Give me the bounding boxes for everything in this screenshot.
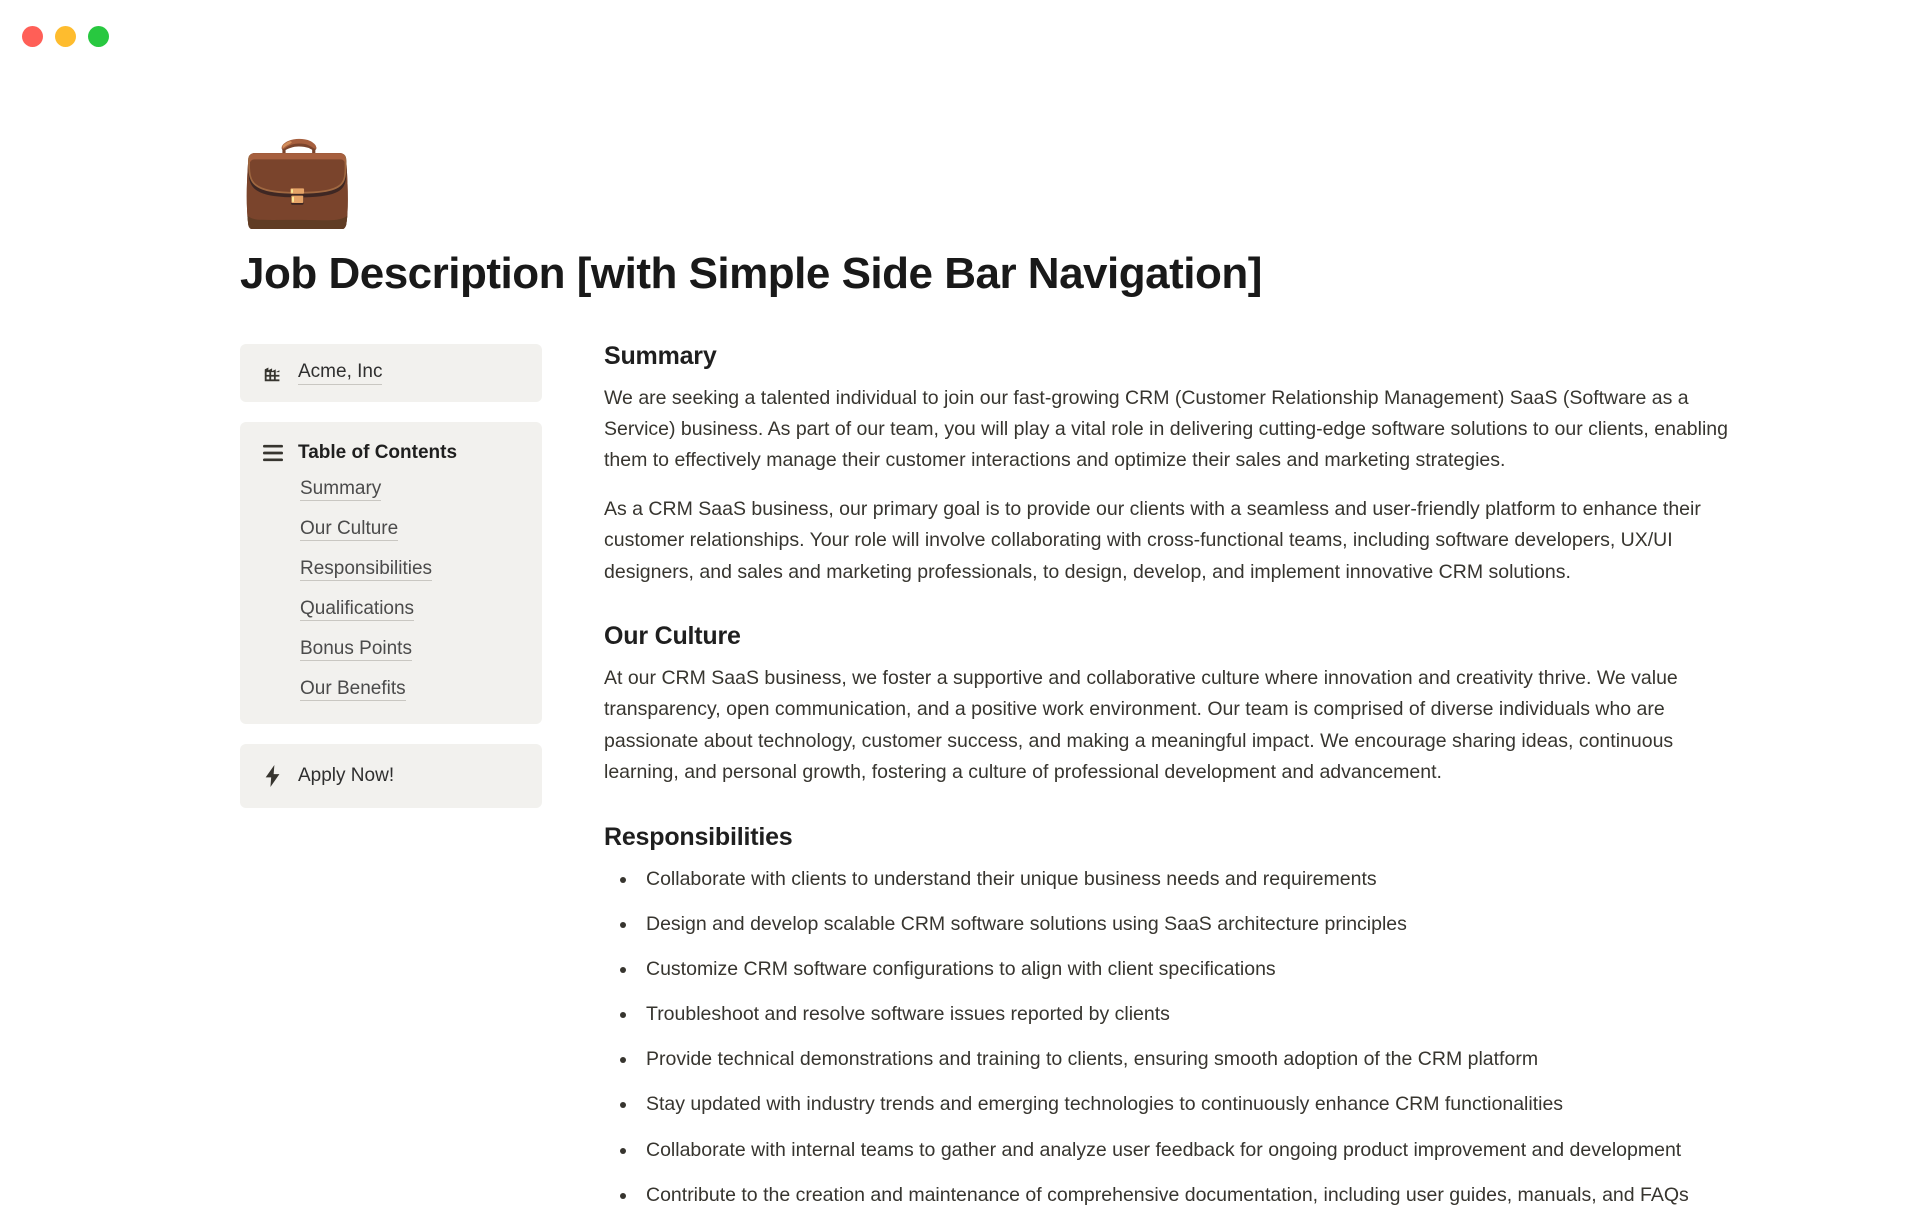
list-item (300, 558, 520, 580)
list-item (300, 638, 520, 660)
summary-paragraph-1: We are seeking a talented individual to join our fast-growing CRM (Customer Relationship Management) SaaS (Software as a Service) business. As part of our team, you will play a vital role in delivering cutting-edge software solutions to our clients, enabling them to effectively manage their customer interactions and optimize their sales and marketing strategies. (604, 386, 1728, 472)
section-responsibilities (604, 823, 1750, 1212)
sidebar-item-bonus-points[interactable]: Bonus Points (300, 637, 412, 659)
bolt-icon (262, 765, 284, 787)
list-icon (262, 442, 284, 464)
section-heading-our-culture: Our Culture (604, 621, 741, 650)
maximize-window-button[interactable] (88, 26, 109, 47)
summary-paragraph-2: As a CRM SaaS business, our primary goal is to provide our clients with a seamless and user-friendly platform to enhance their customer relationships. Your role will involve collaborating with cross-functional teams, including software developers, UX/UI designers, and sales and marketing professionals, to design, develop, and implement innovative CRM solutions. (604, 497, 1701, 583)
list-item (300, 478, 520, 500)
sidebar-item-summary[interactable]: Summary (300, 477, 382, 499)
sidebar-item-responsibilities[interactable]: Responsibilities (300, 557, 433, 579)
list-item (300, 598, 520, 620)
section-heading-responsibilities: Responsibilities (604, 822, 793, 851)
table-of-contents (240, 422, 542, 724)
minimize-window-button[interactable] (55, 26, 76, 47)
list-item: • Customize CRM software configurations to align with client specifications (638, 954, 1750, 985)
toc-list (262, 478, 520, 700)
section-our-culture (604, 622, 1750, 789)
our-culture-paragraph-1: At our CRM SaaS business, we foster a supportive and collaborative culture where innovation and creativity thrive. We value transparency, open communication, and a positive work environment. Our team is comprised of diverse individuals who are passionate about technology, customer success, and making a meaningful impact. We encourage sharing ideas, continuous learning, and personal growth, fostering a culture of professional development and advancement. (604, 666, 1678, 784)
list-item: • Provide technical demonstrations and training to clients, ensuring smooth adoption of the CRM platform (638, 1044, 1750, 1075)
list-item: • Design and develop scalable CRM software solutions using SaaS architecture principles (638, 909, 1750, 940)
page-title: Job Description [with Simple Side Bar Navigation] (240, 249, 1262, 298)
window-title-bar (0, 0, 1920, 72)
close-window-button[interactable] (22, 26, 43, 47)
sidebar (240, 342, 542, 808)
document-page (0, 72, 1920, 1225)
apply-now-label: Apply Now! (298, 764, 395, 786)
company-name: Acme, Inc (298, 361, 382, 385)
building-icon (262, 362, 284, 384)
apply-now-button[interactable] (240, 744, 542, 808)
responsibilities-list (604, 864, 1750, 1212)
sidebar-item-qualifications[interactable]: Qualifications (300, 597, 415, 619)
list-item: • Collaborate with clients to understand their unique business needs and requirements (638, 864, 1750, 895)
section-heading-summary: Summary (604, 341, 717, 370)
briefcase-icon: 💼 (240, 128, 355, 230)
list-item: • Collaborate with internal teams to gather and analyze user feedback for ongoing product improvement and development (638, 1135, 1750, 1166)
main-content (604, 342, 1810, 1225)
sidebar-item-our-benefits[interactable]: Our Benefits (300, 677, 406, 699)
traffic-lights (22, 26, 109, 47)
list-item: • Stay updated with industry trends and emerging technologies to continuously enhance CRM functionalities (638, 1089, 1750, 1120)
sidebar-item-our-culture[interactable]: Our Culture (300, 517, 399, 539)
list-item: • Contribute to the creation and maintenance of comprehensive documentation, including user guides, manuals, and FAQs (638, 1180, 1750, 1211)
list-item (300, 678, 520, 700)
section-summary (604, 342, 1750, 588)
toc-title: Table of Contents (298, 441, 458, 463)
list-item: • Troubleshoot and resolve software issues reported by clients (638, 999, 1750, 1030)
sidebar-company-card[interactable] (240, 344, 542, 402)
list-item (300, 518, 520, 540)
toc-header (262, 442, 520, 464)
